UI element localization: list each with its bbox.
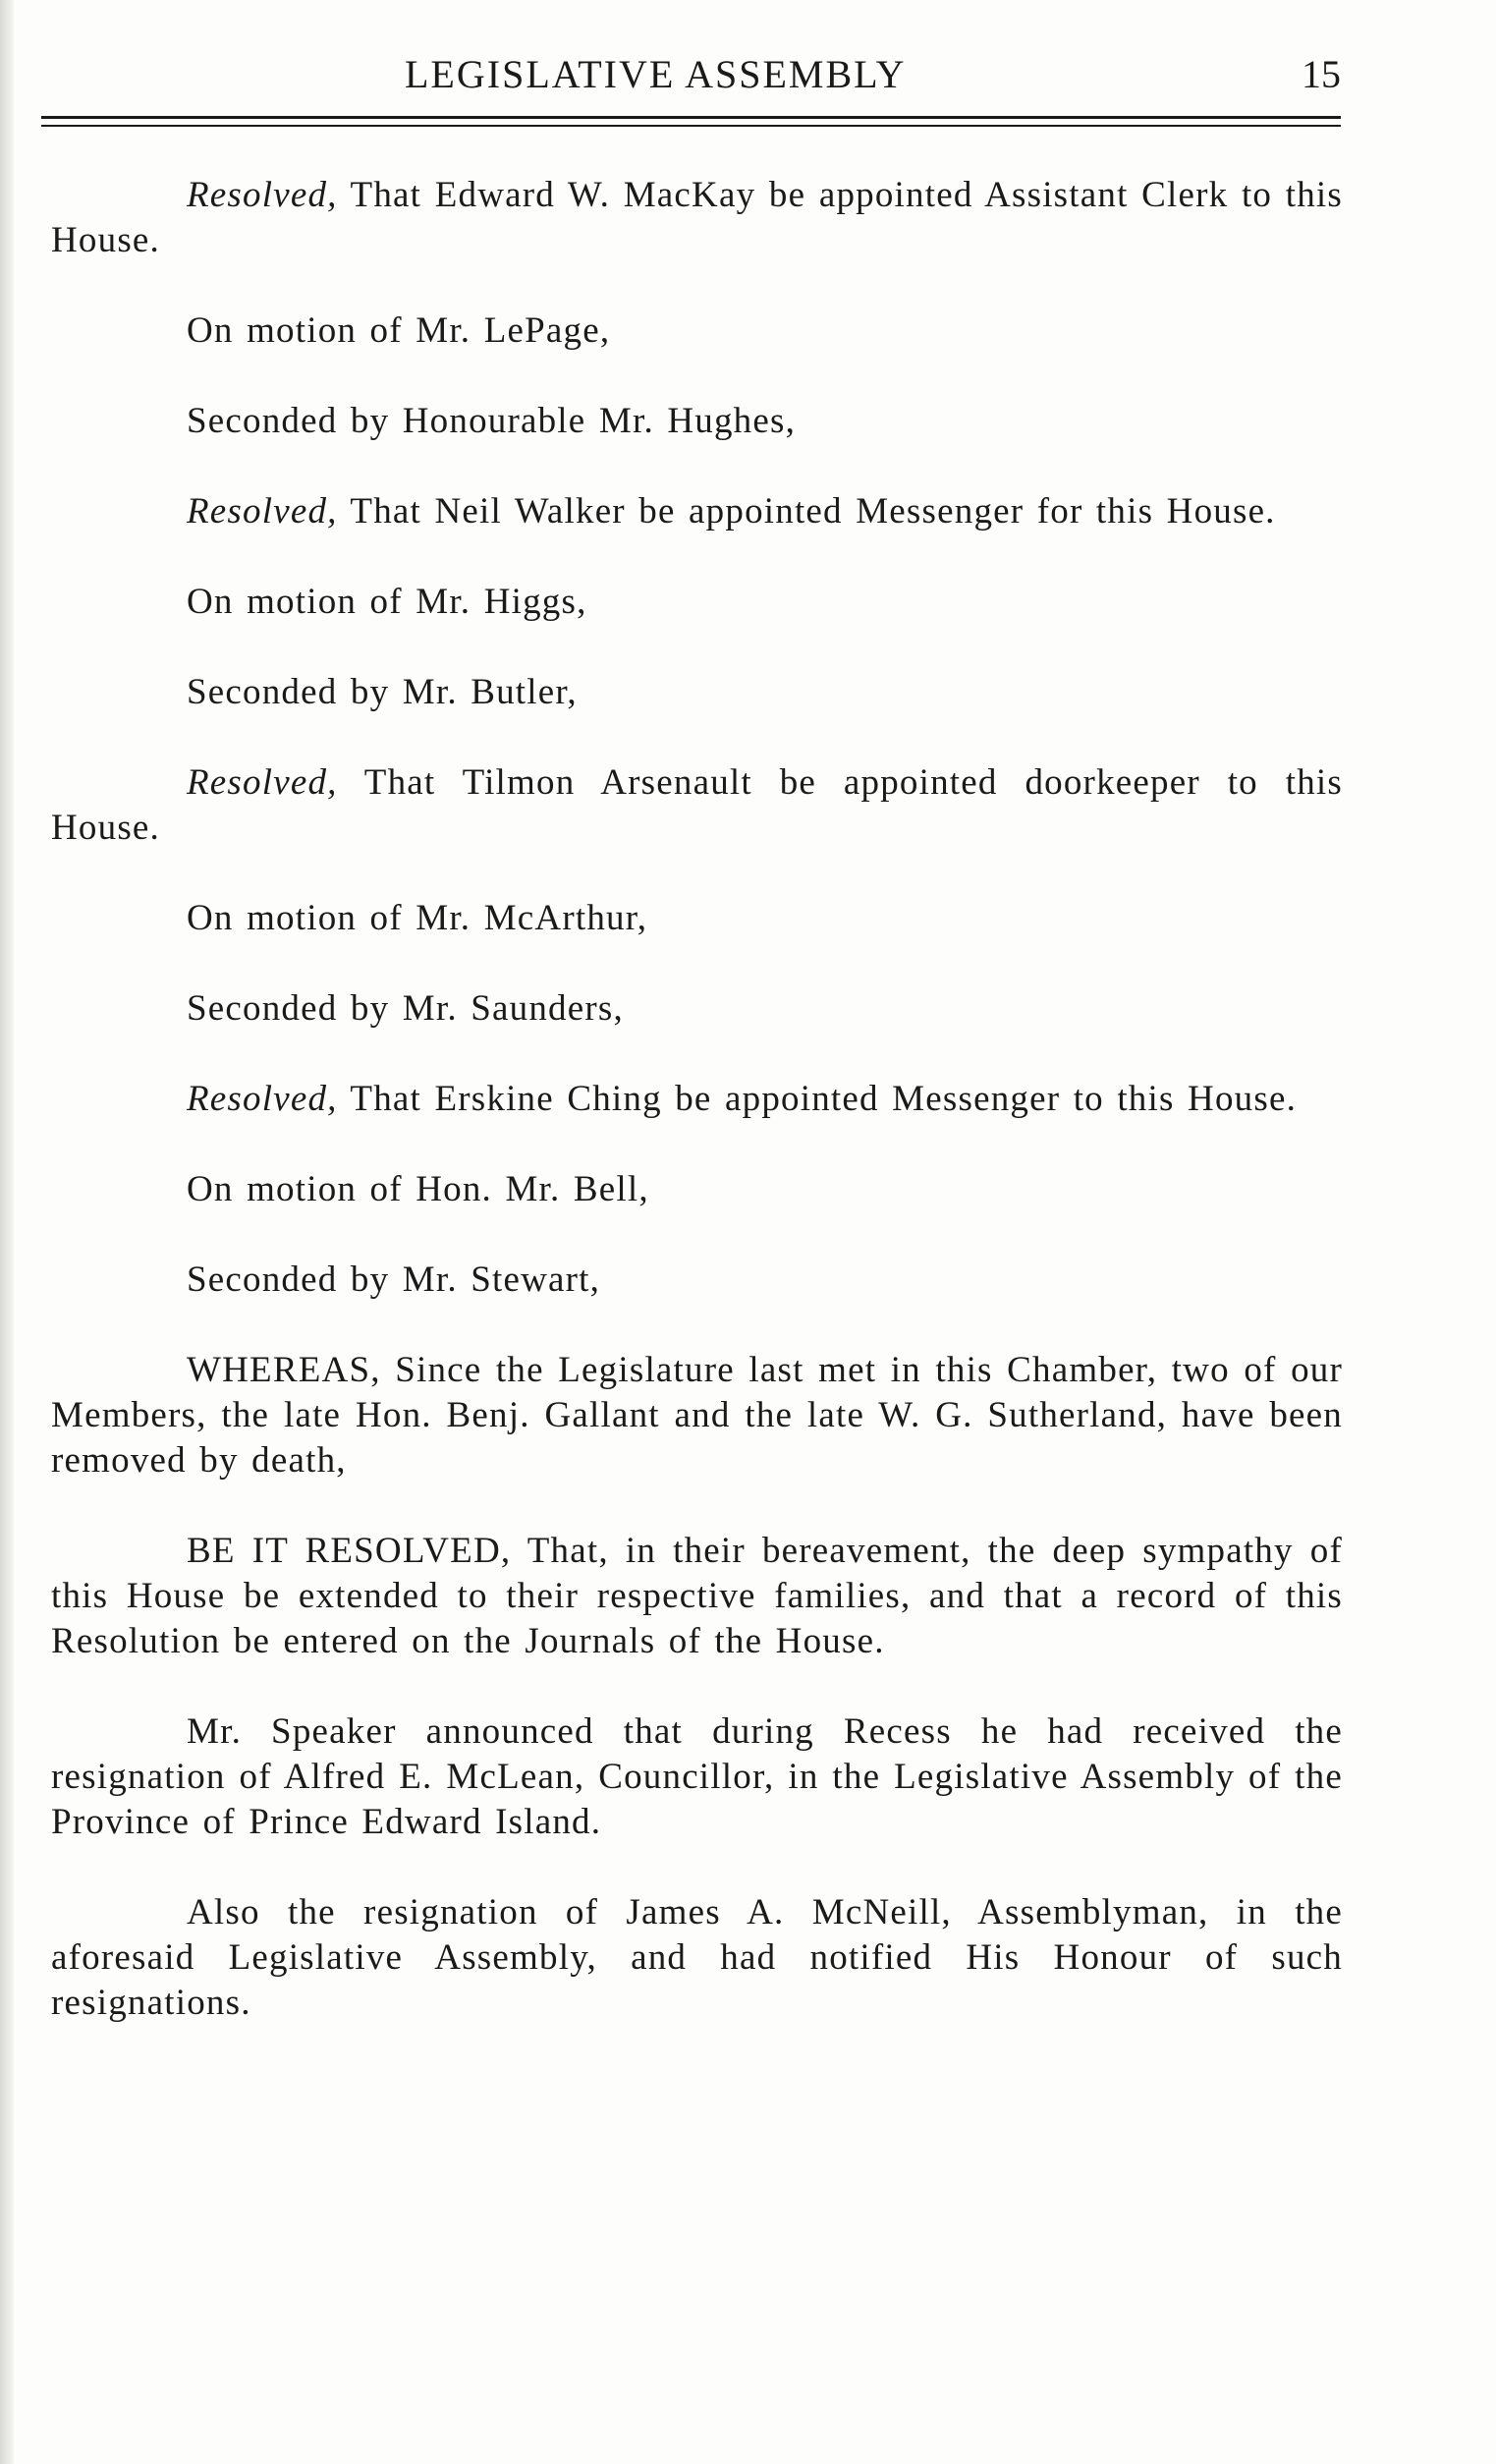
paragraph-text: Mr. Speaker announced that during Recess he had received the resignation of Alfred E. McLean, Councillor, in the Legislative Assembly of the Province of Prince Edward Island. xyxy=(51,1711,1343,1842)
page-edge-shadow xyxy=(0,0,14,2464)
paragraph xyxy=(51,173,1343,263)
paragraph xyxy=(51,489,1343,534)
running-header xyxy=(39,51,1341,110)
paragraph-text: BE IT RESOLVED, That, in their bereavement, the deep sympathy of this House be extended to their respective families, and that a record of this Resolution be entered on the Journals of the House. xyxy=(51,1531,1343,1661)
header-rule-thin xyxy=(41,125,1341,127)
paragraph-text: Seconded by Honourable Mr. Hughes, xyxy=(187,401,797,441)
paragraph xyxy=(51,580,1343,625)
paragraph-text: That Edward W. MacKay be appointed Assistant Clerk to this House. xyxy=(51,175,1343,260)
header-title: LEGISLATIVE ASSEMBLY xyxy=(405,52,907,96)
paragraph-text: That Neil Walker be appointed Messenger for this House. xyxy=(337,491,1276,532)
paragraph xyxy=(51,1077,1343,1122)
paragraph xyxy=(51,760,1343,851)
paragraph xyxy=(51,896,1343,941)
paragraph-text: On motion of Hon. Mr. Bell, xyxy=(187,1169,649,1209)
paragraph-text: On motion of Mr. Higgs, xyxy=(187,582,587,622)
paragraph xyxy=(51,1258,1343,1303)
paragraph-text: On motion of Mr. LePage, xyxy=(187,310,611,351)
paragraph-text: WHEREAS, Since the Legislature last met in this Chamber, two of our Members, the late Hon. Benj. Gallant and the late W. G. Sutherland, have been removed by death, xyxy=(51,1350,1343,1481)
paragraph-text: Seconded by Mr. Butler, xyxy=(187,672,578,712)
paragraph-text: On motion of Mr. McArthur, xyxy=(187,898,648,938)
paragraph xyxy=(51,1167,1343,1212)
paragraph xyxy=(51,986,1343,1032)
resolved-lead: Resolved, xyxy=(187,1079,338,1119)
paragraph xyxy=(51,1529,1343,1664)
header-rule-thick xyxy=(41,116,1341,119)
paragraph-text: Also the resignation of James A. McNeill, Assemblyman, in the aforesaid Legislative Assembly, and had notified His Honour of such resignations. xyxy=(51,1892,1343,2023)
paragraph xyxy=(51,399,1343,444)
paragraph xyxy=(51,1890,1343,2026)
paragraph xyxy=(51,1348,1343,1484)
paragraph-text: Seconded by Mr. Saunders, xyxy=(187,988,624,1029)
paragraph xyxy=(51,308,1343,354)
document-body xyxy=(51,173,1343,2026)
paragraph xyxy=(51,1709,1343,1845)
resolved-lead: Resolved, xyxy=(187,175,338,215)
paragraph-text: That Tilmon Arsenault be appointed doorkeeper to this House. xyxy=(51,762,1343,848)
paragraph-text: That Erskine Ching be appointed Messenger to this House. xyxy=(337,1079,1298,1119)
resolved-lead: Resolved, xyxy=(187,491,338,532)
page-number: 15 xyxy=(1302,52,1341,96)
paragraph xyxy=(51,670,1343,715)
paragraph-text: Seconded by Mr. Stewart, xyxy=(187,1260,601,1300)
resolved-lead: Resolved, xyxy=(187,762,338,803)
